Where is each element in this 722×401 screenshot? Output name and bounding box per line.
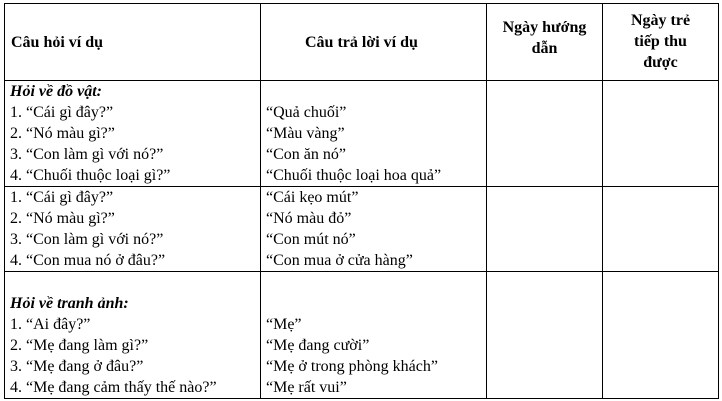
questions-cell [5, 272, 261, 399]
answer-item: “Con ăn nó” [266, 146, 346, 163]
header-answer-text: Câu trả lời ví dụ [305, 33, 418, 51]
answer-item: “Con mua ở cửa hàng” [266, 252, 413, 269]
header-row [5, 4, 719, 81]
example-questions-table [4, 3, 719, 399]
table-row [5, 81, 719, 187]
instruction-date-cell[interactable] [487, 187, 603, 272]
table-row [5, 272, 719, 399]
answer-item: “Màu vàng” [266, 125, 345, 142]
question-item: 4. “Mẹ đang cảm thấy thế nào?” [10, 379, 217, 396]
acquired-date-cell[interactable] [603, 272, 719, 399]
instruction-date-cell[interactable] [487, 81, 603, 187]
answer-item: “Con mút nó” [266, 231, 356, 248]
answer-item: “Mẹ rất vui” [266, 379, 347, 396]
acquired-date-cell[interactable] [603, 81, 719, 187]
header-acquired-date [603, 4, 719, 81]
question-item: 2. “Nó màu gì?” [10, 125, 115, 142]
section-title: Hỏi về đồ vật: [10, 83, 102, 100]
header-instruction-date [487, 4, 603, 81]
answer-item: “Mẹ đang cười” [266, 337, 370, 354]
header-acquired-date-line3: được [643, 54, 678, 71]
question-item: 1. “Cái gì đây?” [10, 104, 114, 121]
question-item: 3. “Con làm gì với nó?” [10, 231, 164, 248]
header-acquired-date-line1: Ngày trẻ [630, 12, 691, 29]
answers-cell [261, 81, 487, 187]
question-item: 2. “Mẹ đang làm gì?” [10, 337, 149, 354]
answer-item: “Chuối thuộc loại hoa quả” [266, 167, 442, 184]
header-instruction-date-line2: dẫn [531, 40, 558, 57]
question-item: 1. “Cái gì đây?” [10, 189, 114, 206]
question-item: 4. “Con mua nó ở đâu?” [10, 252, 166, 269]
question-item: 1. “Ai đây?” [10, 316, 91, 333]
header-question-text: Câu hỏi ví dụ [11, 33, 104, 51]
table-row [5, 187, 719, 272]
answers-cell [261, 187, 487, 272]
header-acquired-date-line2: tiếp thu [634, 33, 687, 50]
section-title: Hỏi về tranh ảnh: [10, 295, 129, 312]
questions-cell [5, 81, 261, 187]
header-instruction-date-line1: Ngày hướng [502, 19, 587, 36]
question-item: 4. “Chuối thuộc loại gì?” [10, 167, 171, 184]
answers-cell [261, 272, 487, 399]
header-question [5, 4, 261, 81]
question-item: 3. “Con làm gì với nó?” [10, 146, 164, 163]
answer-item: “Quả chuối” [266, 104, 347, 121]
header-answer [261, 4, 487, 81]
instruction-date-cell[interactable] [487, 272, 603, 399]
question-item: 2. “Nó màu gì?” [10, 210, 115, 227]
acquired-date-cell[interactable] [603, 187, 719, 272]
answer-item: “Cái kẹo mút” [266, 189, 359, 206]
questions-cell [5, 187, 261, 272]
answer-item: “Mẹ ở trong phòng khách” [266, 358, 438, 375]
question-item: 3. “Mẹ đang ở đâu?” [10, 358, 144, 375]
answer-item: “Mẹ” [266, 316, 302, 333]
answer-item: “Nó màu đỏ” [266, 210, 352, 227]
